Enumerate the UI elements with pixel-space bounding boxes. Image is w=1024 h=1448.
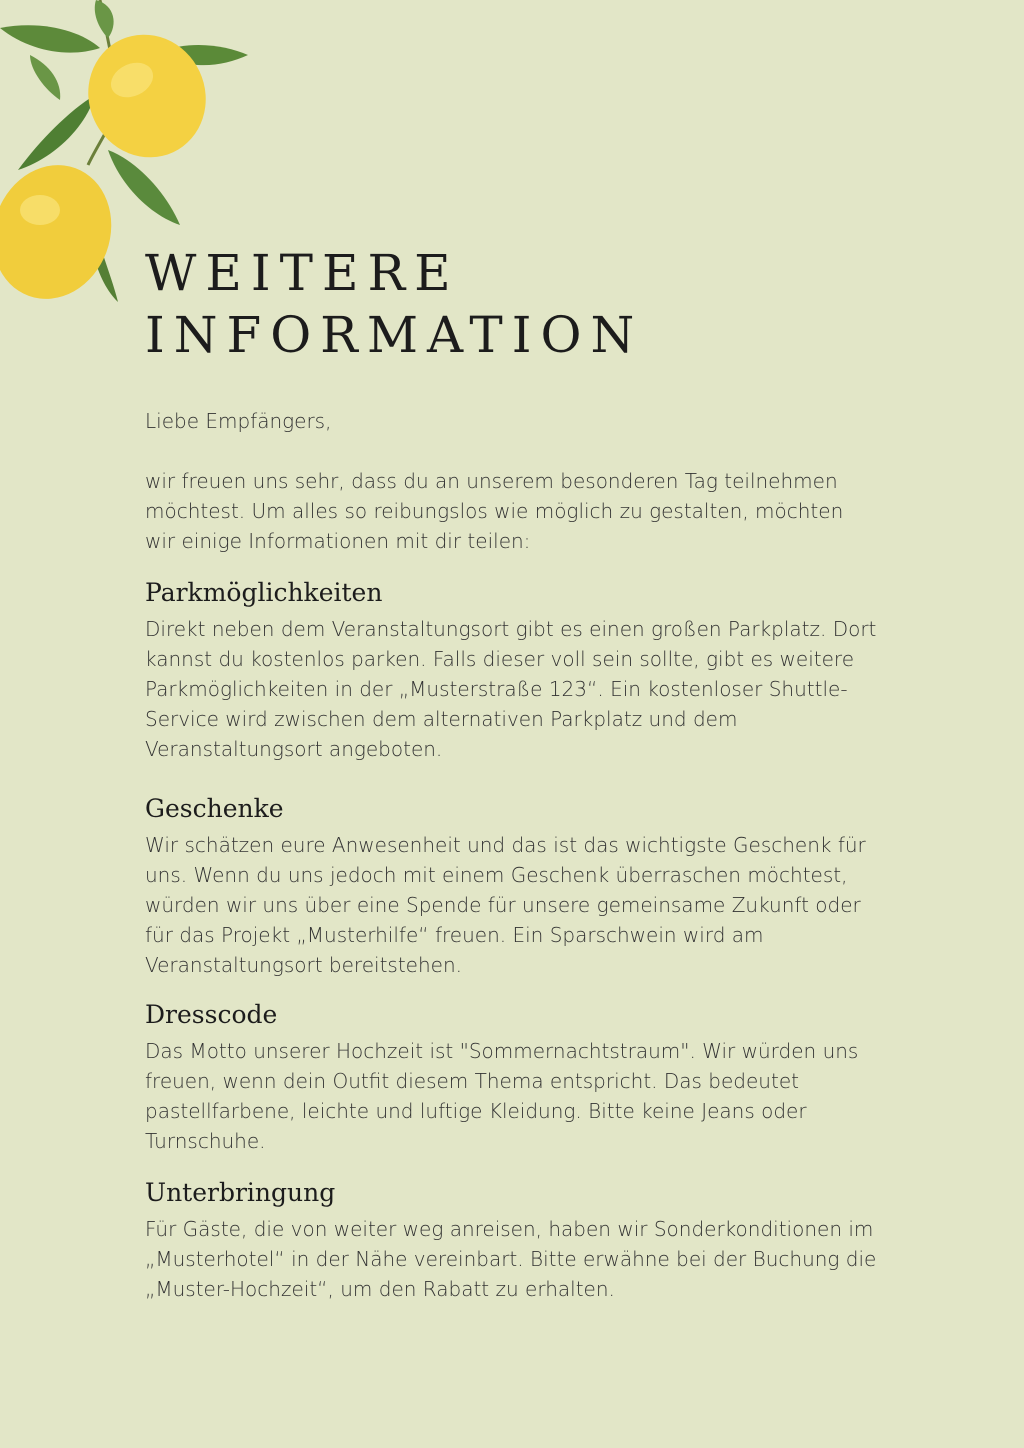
section-accommodation [145, 1178, 880, 1304]
section-text-dresscode: Das Motto unserer Hochzeit ist "Sommernachtstraum". Wir würden uns freuen, wenn dein Outfit diesem Thema entspricht. Das bedeutet pastellfarbene, leichte und luftige Kleidung. Bitte keine Jeans oder Turnschuhe. [145, 1039, 859, 1153]
intro-paragraph: wir freuen uns sehr, dass du an unserem besonderen Tag teilnehmen möchtest. Um alles so reibungslos wie möglich zu gestalten, möchten wir einige Informationen mit dir teilen: [145, 469, 844, 553]
section-dresscode [145, 1000, 880, 1156]
greeting: Liebe Empfängers, [145, 409, 332, 433]
section-gifts [145, 794, 880, 980]
section-heading-accommodation: Unterbringung [145, 1178, 336, 1207]
section-text-gifts: Wir schätzen eure Anwesenheit und das ist das wichtigste Geschenk für uns. Wenn du uns jedoch mit einem Geschenk überraschen möchtest, würden wir uns über eine Spende für unsere gemeinsame Zukunft oder für das Projekt „Musterhilfe“ freuen. Ein Sparschwein wird am Veranstaltungsort bereitstehen. [145, 833, 866, 977]
section-heading-dresscode: Dresscode [145, 1000, 278, 1029]
title-line-2: INFORMATION [145, 306, 644, 364]
section-text-accommodation: Für Gäste, die von weiter weg anreisen, haben wir Sonderkonditionen im „Musterhotel“ in der Nähe vereinbart. Bitte erwähne bei der Buchung die „Muster-Hochzeit“, um den Rabatt zu erhalten. [145, 1217, 877, 1301]
page-title [145, 242, 643, 366]
section-text-parking: Direkt neben dem Veranstaltungsort gibt es einen großen Parkplatz. Dort kannst du kostenlos parken. Falls dieser voll sein sollte, gibt es weitere Parkmöglichkeiten in der „Musterstraße 123“. Ein kostenloser Shuttle-Service wird zwischen dem alternativen Parkplatz und dem Veranstaltungsort angeboten. [145, 617, 877, 761]
title-line-1: WEITERE [145, 244, 460, 302]
section-parking [145, 578, 880, 764]
section-heading-parking: Parkmöglichkeiten [145, 578, 383, 607]
section-heading-gifts: Geschenke [145, 794, 284, 823]
